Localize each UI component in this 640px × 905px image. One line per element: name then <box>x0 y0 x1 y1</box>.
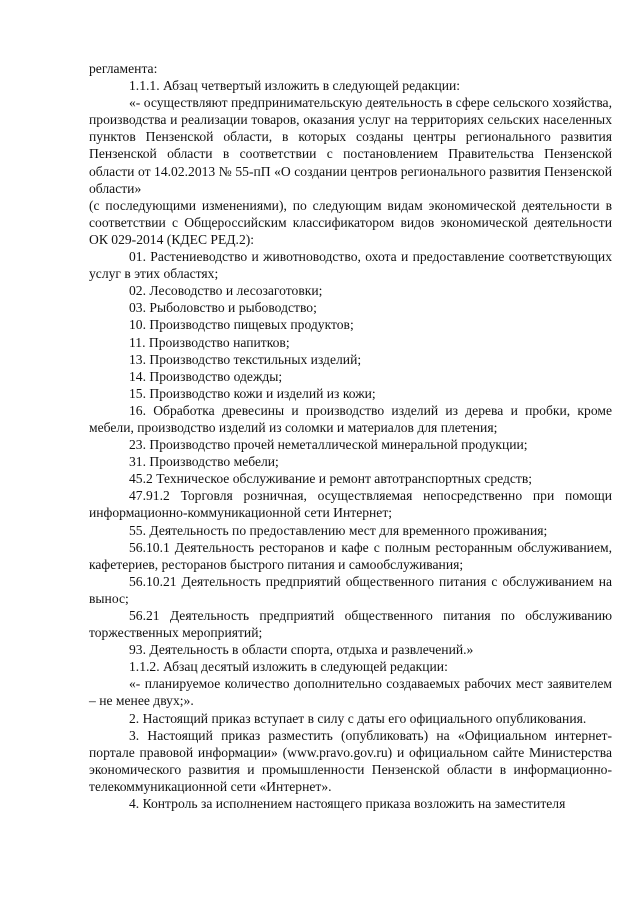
document-page <box>89 60 612 812</box>
list-item-23: 23. Производство прочей неметаллической минеральной продукции; <box>129 437 528 453</box>
paragraph-2: 2. Настоящий приказ вступает в силу с даты его официального опубликования. <box>129 710 587 726</box>
list-item-01: 01. Растениеводство и животноводство, охота и предоставление соответствующих услуг в этих областях; <box>89 249 612 282</box>
list-item-02: 02. Лесоводство и лесозаготовки; <box>129 283 323 299</box>
list-item-13: 13. Производство текстильных изделий; <box>129 351 362 367</box>
paragraph-reglament: регламента: <box>89 61 158 76</box>
list-item-56-10-1: 56.10.1 Деятельность ресторанов и кафе с полным ресторанным обслуживанием, кафетериев, ресторанов быстрого питания и самообслуживания; <box>89 539 612 572</box>
paragraph-1-1-1: 1.1.1. Абзац четвертый изложить в следующей редакции: <box>129 78 461 94</box>
list-item-55: 55. Деятельность по предоставлению мест для временного проживания; <box>129 522 548 538</box>
paragraph-okved-intro: (с последующими изменениями), по следующим видам экономической деятельности в соответствии с Общероссийским классификатором видов экономической деятельности ОК 029-2014 (КДЕС РЕД.2): <box>89 197 612 247</box>
list-item-56-21: 56.21 Деятельность предприятий общественного питания по обслуживанию торжественных мероприятий; <box>89 608 612 641</box>
list-item-11: 11. Производство напитков; <box>129 334 290 350</box>
paragraph-4: 4. Контроль за исполнением настоящего приказа возложить на заместителя <box>129 796 566 812</box>
list-item-10: 10. Производство пищевых продуктов; <box>129 317 354 333</box>
list-item-31: 31. Производство мебели; <box>129 454 279 470</box>
paragraph-1-1-2: 1.1.2. Абзац десятый изложить в следующей редакции: <box>129 659 448 675</box>
paragraph-3: 3. Настоящий приказ разместить (опубликовать) на «Официальном интернет-портале правовой информации» (www.pravo.gov.ru) и официальном сайте Министерства экономического развития и промышленности Пензенской области в информационно-телекоммуникационной сети «Интернет». <box>89 727 612 794</box>
list-item-14: 14. Производство одежды; <box>129 368 283 384</box>
list-item-16: 16. Обработка древесины и производство изделий из дерева и пробки, кроме мебели, производство изделий из соломки и материалов для плетения; <box>89 402 612 435</box>
list-item-15: 15. Производство кожи и изделий из кожи; <box>129 385 376 401</box>
list-item-45-2: 45.2 Техническое обслуживание и ремонт автотранспортных средств; <box>129 471 533 487</box>
list-item-47-91-2: 47.91.2 Торговля розничная, осуществляемая непосредственно при помощи информационно-коммуникационной сети Интернет; <box>89 488 612 521</box>
paragraph-quote-start: «- осуществляют предпринимательскую деятельность в сфере сельского хозяйства, производства и реализации товаров, оказания услуг на территориях сельских населенных пунктов Пензенской области, в которых созданы центры регионального развития Пензенской области в соответствии с постановлением Правительства Пензенской области от 14.02.2013 № 55-пП «О создании центров регионального развития Пензенской области» <box>89 95 612 196</box>
list-item-93: 93. Деятельность в области спорта, отдыха и развлечений.» <box>129 642 474 658</box>
list-item-56-10-21: 56.10.21 Деятельность предприятий общественного питания с обслуживанием на вынос; <box>89 573 612 606</box>
list-item-03: 03. Рыболовство и рыбоводство; <box>129 300 317 316</box>
paragraph-quote-jobs: «- планируемое количество дополнительно создаваемых рабочих мест заявителем – не менее двух;». <box>89 676 612 709</box>
